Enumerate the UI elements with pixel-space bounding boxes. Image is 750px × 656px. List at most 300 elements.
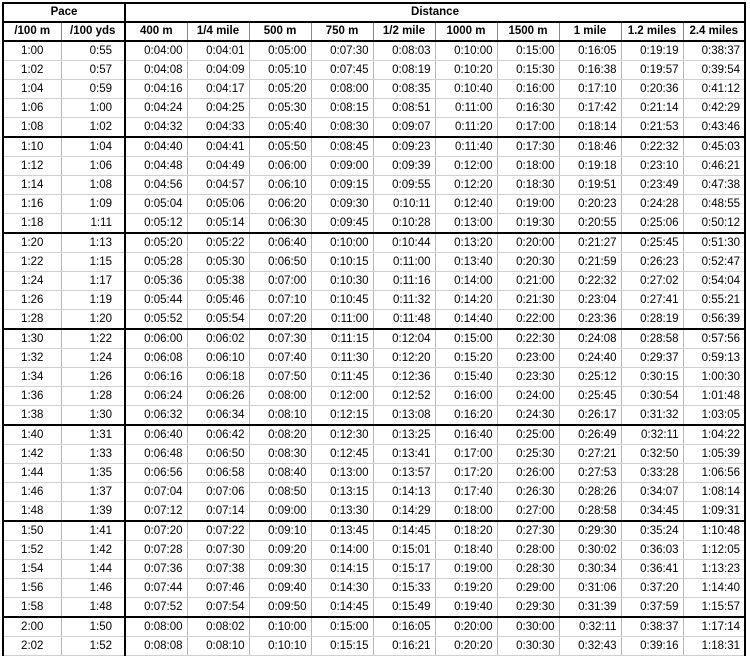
time-cell: 0:09:15	[311, 176, 373, 195]
time-cell: 0:07:20	[125, 521, 187, 541]
time-cell: 0:07:14	[187, 502, 249, 522]
time-cell: 0:25:00	[497, 425, 559, 445]
time-cell: 0:05:10	[249, 61, 311, 80]
time-cell: 1:04:22	[683, 425, 745, 445]
time-cell: 0:10:28	[373, 214, 435, 234]
time-cell: 0:07:10	[249, 291, 311, 310]
table-row	[3, 195, 745, 214]
time-cell: 0:14:13	[373, 483, 435, 502]
time-cell: 0:27:00	[497, 502, 559, 522]
table-row	[3, 464, 745, 483]
table-row	[3, 579, 745, 598]
time-cell: 0:06:26	[187, 387, 249, 406]
time-cell: 0:09:30	[249, 560, 311, 579]
time-cell: 0:10:00	[435, 41, 497, 61]
time-cell: 0:06:00	[125, 329, 187, 349]
time-cell: 0:07:30	[311, 41, 373, 61]
time-cell: 0:17:00	[497, 118, 559, 138]
pace-per-100m-cell: 1:56	[3, 579, 61, 598]
time-cell: 0:07:00	[249, 272, 311, 291]
time-cell: 0:04:33	[187, 118, 249, 138]
time-cell: 1:08:14	[683, 483, 745, 502]
time-cell: 0:19:51	[559, 176, 621, 195]
time-cell: 0:21:27	[559, 233, 621, 253]
time-cell: 0:15:00	[497, 41, 559, 61]
pace-per-100m-cell: 1:52	[3, 541, 61, 560]
time-cell: 0:22:30	[497, 329, 559, 349]
time-cell: 0:18:46	[559, 137, 621, 157]
time-cell: 0:07:52	[125, 598, 187, 618]
time-cell: 0:29:00	[497, 579, 559, 598]
time-cell: 0:11:48	[373, 310, 435, 330]
table-row	[3, 637, 745, 656]
time-cell: 0:09:00	[249, 502, 311, 522]
time-cell: 0:28:00	[497, 541, 559, 560]
time-cell: 0:26:49	[559, 425, 621, 445]
pace-per-100yds-cell: 1:26	[61, 368, 125, 387]
time-cell: 0:06:34	[187, 406, 249, 426]
time-cell: 0:37:20	[621, 579, 683, 598]
time-cell: 0:27:53	[559, 464, 621, 483]
table-row	[3, 425, 745, 445]
time-cell: 0:15:33	[373, 579, 435, 598]
table-row	[3, 349, 745, 368]
pace-per-100yds-cell: 1:35	[61, 464, 125, 483]
col-header-400m: 400 m	[125, 22, 187, 41]
time-cell: 0:11:16	[373, 272, 435, 291]
group-header-row	[3, 3, 745, 22]
time-cell: 0:18:00	[497, 157, 559, 176]
time-cell: 0:16:00	[497, 80, 559, 99]
pace-distance-table	[2, 2, 746, 656]
time-cell: 0:43:46	[683, 118, 745, 138]
time-cell: 0:06:24	[125, 387, 187, 406]
pace-per-100m-cell: 1:26	[3, 291, 61, 310]
time-cell: 0:08:19	[373, 61, 435, 80]
pace-per-100m-cell: 1:50	[3, 521, 61, 541]
time-cell: 0:10:44	[373, 233, 435, 253]
table-row	[3, 41, 745, 61]
pace-per-100yds-cell: 1:37	[61, 483, 125, 502]
time-cell: 0:04:41	[187, 137, 249, 157]
time-cell: 0:41:12	[683, 80, 745, 99]
time-cell: 0:39:16	[621, 637, 683, 656]
time-cell: 0:23:04	[559, 291, 621, 310]
time-cell: 0:23:10	[621, 157, 683, 176]
time-cell: 0:24:40	[559, 349, 621, 368]
table-row	[3, 137, 745, 157]
time-cell: 0:14:00	[435, 272, 497, 291]
time-cell: 0:22:32	[559, 272, 621, 291]
time-cell: 0:05:46	[187, 291, 249, 310]
pace-per-100m-cell: 1:24	[3, 272, 61, 291]
time-cell: 0:05:44	[125, 291, 187, 310]
time-cell: 0:08:35	[373, 80, 435, 99]
time-cell: 0:38:37	[683, 41, 745, 61]
time-cell: 0:36:03	[621, 541, 683, 560]
time-cell: 0:08:51	[373, 99, 435, 118]
col-header-quarter-mile: 1/4 mile	[187, 22, 249, 41]
time-cell: 0:27:21	[559, 445, 621, 464]
time-cell: 0:05:40	[249, 118, 311, 138]
time-cell: 1:18:31	[683, 637, 745, 656]
table-row	[3, 118, 745, 138]
time-cell: 0:06:18	[187, 368, 249, 387]
col-header-pace-100m: /100 m	[3, 22, 61, 41]
time-cell: 1:15:57	[683, 598, 745, 618]
time-cell: 0:06:00	[249, 157, 311, 176]
time-cell: 0:18:30	[497, 176, 559, 195]
pace-per-100m-cell: 1:14	[3, 176, 61, 195]
time-cell: 0:13:20	[435, 233, 497, 253]
time-cell: 0:06:32	[125, 406, 187, 426]
table-row	[3, 291, 745, 310]
time-cell: 0:28:30	[497, 560, 559, 579]
pace-per-100yds-cell: 1:31	[61, 425, 125, 445]
time-cell: 0:14:45	[311, 598, 373, 618]
time-cell: 0:06:40	[249, 233, 311, 253]
time-cell: 0:23:49	[621, 176, 683, 195]
time-cell: 0:13:00	[435, 214, 497, 234]
time-cell: 0:12:04	[373, 329, 435, 349]
pace-per-100yds-cell: 1:42	[61, 541, 125, 560]
table-body	[3, 41, 745, 656]
time-cell: 0:30:34	[559, 560, 621, 579]
pace-per-100m-cell: 1:20	[3, 233, 61, 253]
time-cell: 1:00:30	[683, 368, 745, 387]
pace-per-100m-cell: 2:02	[3, 637, 61, 656]
time-cell: 0:19:00	[497, 195, 559, 214]
time-cell: 0:04:17	[187, 80, 249, 99]
time-cell: 0:10:20	[435, 61, 497, 80]
time-cell: 0:33:28	[621, 464, 683, 483]
time-cell: 0:13:41	[373, 445, 435, 464]
time-cell: 0:16:00	[435, 387, 497, 406]
time-cell: 0:11:00	[435, 99, 497, 118]
time-cell: 0:16:05	[559, 41, 621, 61]
time-cell: 0:06:50	[249, 253, 311, 272]
time-cell: 0:18:00	[435, 502, 497, 522]
col-header-750m: 750 m	[311, 22, 373, 41]
pace-per-100yds-cell: 1:17	[61, 272, 125, 291]
time-cell: 0:05:50	[249, 137, 311, 157]
pace-per-100yds-cell: 1:19	[61, 291, 125, 310]
time-cell: 0:19:19	[621, 41, 683, 61]
time-cell: 0:57:56	[683, 329, 745, 349]
pace-per-100yds-cell: 1:02	[61, 118, 125, 138]
time-cell: 0:07:40	[249, 349, 311, 368]
time-cell: 1:03:05	[683, 406, 745, 426]
table-row	[3, 176, 745, 195]
time-cell: 0:08:10	[187, 637, 249, 656]
time-cell: 0:07:30	[249, 329, 311, 349]
time-cell: 0:06:42	[187, 425, 249, 445]
time-cell: 0:15:49	[373, 598, 435, 618]
pace-per-100yds-cell: 1:39	[61, 502, 125, 522]
time-cell: 0:07:30	[187, 541, 249, 560]
time-cell: 0:16:20	[435, 406, 497, 426]
pace-per-100yds-cell: 1:41	[61, 521, 125, 541]
time-cell: 0:21:14	[621, 99, 683, 118]
time-cell: 0:29:37	[621, 349, 683, 368]
time-cell: 0:11:30	[311, 349, 373, 368]
time-cell: 0:08:03	[373, 41, 435, 61]
time-cell: 0:11:00	[373, 253, 435, 272]
time-cell: 0:18:20	[435, 521, 497, 541]
time-cell: 0:11:40	[435, 137, 497, 157]
time-cell: 0:19:57	[621, 61, 683, 80]
time-cell: 0:09:00	[311, 157, 373, 176]
time-cell: 0:30:54	[621, 387, 683, 406]
time-cell: 0:14:15	[311, 560, 373, 579]
pace-per-100yds-cell: 1:22	[61, 329, 125, 349]
table-row	[3, 483, 745, 502]
time-cell: 0:29:30	[497, 598, 559, 618]
time-cell: 0:15:01	[373, 541, 435, 560]
time-cell: 0:55:21	[683, 291, 745, 310]
time-cell: 0:20:36	[621, 80, 683, 99]
time-cell: 0:04:16	[125, 80, 187, 99]
time-cell: 0:07:22	[187, 521, 249, 541]
time-cell: 0:11:20	[435, 118, 497, 138]
pace-per-100m-cell: 1:32	[3, 349, 61, 368]
table-row	[3, 502, 745, 522]
time-cell: 0:17:30	[497, 137, 559, 157]
pace-per-100m-cell: 1:44	[3, 464, 61, 483]
column-header-row	[3, 22, 745, 41]
time-cell: 0:17:20	[435, 464, 497, 483]
time-cell: 0:08:40	[249, 464, 311, 483]
time-cell: 0:26:23	[621, 253, 683, 272]
time-cell: 0:46:21	[683, 157, 745, 176]
col-header-1-2-miles: 1.2 miles	[621, 22, 683, 41]
time-cell: 0:25:45	[559, 387, 621, 406]
pace-per-100yds-cell: 1:52	[61, 637, 125, 656]
time-cell: 0:29:30	[559, 521, 621, 541]
time-cell: 0:04:49	[187, 157, 249, 176]
time-cell: 1:10:48	[683, 521, 745, 541]
pace-per-100yds-cell: 1:20	[61, 310, 125, 330]
time-cell: 0:06:58	[187, 464, 249, 483]
time-cell: 0:14:30	[311, 579, 373, 598]
time-cell: 0:26:30	[497, 483, 559, 502]
time-cell: 0:17:42	[559, 99, 621, 118]
time-cell: 0:21:00	[497, 272, 559, 291]
time-cell: 0:14:45	[373, 521, 435, 541]
time-cell: 0:13:00	[311, 464, 373, 483]
pace-per-100m-cell: 1:48	[3, 502, 61, 522]
time-cell: 0:08:00	[311, 80, 373, 99]
time-cell: 0:13:15	[311, 483, 373, 502]
table-row	[3, 521, 745, 541]
time-cell: 0:05:00	[249, 41, 311, 61]
time-cell: 0:11:15	[311, 329, 373, 349]
time-cell: 0:25:45	[621, 233, 683, 253]
pace-per-100m-cell: 1:12	[3, 157, 61, 176]
pace-per-100m-cell: 1:28	[3, 310, 61, 330]
time-cell: 0:15:40	[435, 368, 497, 387]
time-cell: 0:08:02	[187, 617, 249, 637]
pace-per-100yds-cell: 1:48	[61, 598, 125, 618]
time-cell: 0:08:08	[125, 637, 187, 656]
pace-per-100yds-cell: 1:06	[61, 157, 125, 176]
time-cell: 0:06:10	[187, 349, 249, 368]
col-header-2-4-miles: 2.4 miles	[683, 22, 745, 41]
time-cell: 0:18:40	[435, 541, 497, 560]
time-cell: 0:04:57	[187, 176, 249, 195]
time-cell: 1:05:39	[683, 445, 745, 464]
table-row	[3, 541, 745, 560]
time-cell: 0:15:00	[435, 329, 497, 349]
time-cell: 0:16:05	[373, 617, 435, 637]
time-cell: 0:12:00	[311, 387, 373, 406]
time-cell: 0:24:28	[621, 195, 683, 214]
time-cell: 0:08:30	[249, 445, 311, 464]
time-cell: 0:07:50	[249, 368, 311, 387]
time-cell: 0:07:44	[125, 579, 187, 598]
pace-per-100m-cell: 2:00	[3, 617, 61, 637]
time-cell: 0:31:06	[559, 579, 621, 598]
table-row	[3, 80, 745, 99]
pace-per-100yds-cell: 1:24	[61, 349, 125, 368]
time-cell: 0:10:11	[373, 195, 435, 214]
pace-per-100yds-cell: 0:57	[61, 61, 125, 80]
time-cell: 0:10:45	[311, 291, 373, 310]
pace-per-100m-cell: 1:58	[3, 598, 61, 618]
time-cell: 0:16:38	[559, 61, 621, 80]
time-cell: 0:07:38	[187, 560, 249, 579]
time-cell: 0:23:36	[559, 310, 621, 330]
time-cell: 0:12:36	[373, 368, 435, 387]
time-cell: 0:10:30	[311, 272, 373, 291]
time-cell: 0:07:45	[311, 61, 373, 80]
time-cell: 0:27:41	[621, 291, 683, 310]
pace-per-100m-cell: 1:16	[3, 195, 61, 214]
time-cell: 0:04:09	[187, 61, 249, 80]
time-cell: 0:09:39	[373, 157, 435, 176]
table-row	[3, 329, 745, 349]
time-cell: 0:04:00	[125, 41, 187, 61]
pace-per-100m-cell: 1:54	[3, 560, 61, 579]
time-cell: 0:15:15	[311, 637, 373, 656]
time-cell: 1:17:14	[683, 617, 745, 637]
table-row	[3, 445, 745, 464]
pace-per-100yds-cell: 1:28	[61, 387, 125, 406]
time-cell: 0:11:00	[311, 310, 373, 330]
time-cell: 0:20:00	[435, 617, 497, 637]
time-cell: 0:04:08	[125, 61, 187, 80]
pace-per-100yds-cell: 1:08	[61, 176, 125, 195]
table-row	[3, 233, 745, 253]
table-row	[3, 387, 745, 406]
time-cell: 0:09:40	[249, 579, 311, 598]
time-cell: 0:06:30	[249, 214, 311, 234]
time-cell: 0:07:54	[187, 598, 249, 618]
time-cell: 0:12:30	[311, 425, 373, 445]
time-cell: 0:19:20	[435, 579, 497, 598]
time-cell: 0:09:30	[311, 195, 373, 214]
time-cell: 0:06:02	[187, 329, 249, 349]
pace-per-100yds-cell: 1:46	[61, 579, 125, 598]
time-cell: 0:06:20	[249, 195, 311, 214]
time-cell: 0:12:52	[373, 387, 435, 406]
time-cell: 0:06:08	[125, 349, 187, 368]
time-cell: 1:14:40	[683, 579, 745, 598]
time-cell: 0:27:30	[497, 521, 559, 541]
time-cell: 0:17:00	[435, 445, 497, 464]
time-cell: 0:07:12	[125, 502, 187, 522]
time-cell: 0:38:37	[621, 617, 683, 637]
pace-per-100yds-cell: 1:13	[61, 233, 125, 253]
time-cell: 0:54:04	[683, 272, 745, 291]
pace-per-100m-cell: 1:30	[3, 329, 61, 349]
time-cell: 0:09:50	[249, 598, 311, 618]
time-cell: 0:19:00	[435, 560, 497, 579]
time-cell: 0:10:00	[311, 233, 373, 253]
time-cell: 0:06:16	[125, 368, 187, 387]
time-cell: 0:39:54	[683, 61, 745, 80]
table-row	[3, 272, 745, 291]
time-cell: 0:19:18	[559, 157, 621, 176]
time-cell: 0:30:02	[559, 541, 621, 560]
time-cell: 0:16:30	[497, 99, 559, 118]
table-row	[3, 560, 745, 579]
time-cell: 0:04:48	[125, 157, 187, 176]
time-cell: 0:05:22	[187, 233, 249, 253]
time-cell: 0:16:40	[435, 425, 497, 445]
time-cell: 0:20:23	[559, 195, 621, 214]
time-cell: 0:28:19	[621, 310, 683, 330]
time-cell: 0:06:48	[125, 445, 187, 464]
time-cell: 0:07:06	[187, 483, 249, 502]
time-cell: 0:25:12	[559, 368, 621, 387]
time-cell: 0:26:00	[497, 464, 559, 483]
table-row	[3, 368, 745, 387]
time-cell: 0:12:00	[435, 157, 497, 176]
time-cell: 0:14:00	[311, 541, 373, 560]
time-cell: 0:24:08	[559, 329, 621, 349]
time-cell: 0:36:41	[621, 560, 683, 579]
pace-per-100yds-cell: 1:09	[61, 195, 125, 214]
time-cell: 0:15:17	[373, 560, 435, 579]
table-row	[3, 157, 745, 176]
time-cell: 0:28:58	[621, 329, 683, 349]
time-cell: 0:09:07	[373, 118, 435, 138]
time-cell: 0:14:20	[435, 291, 497, 310]
time-cell: 0:50:12	[683, 214, 745, 234]
pace-per-100yds-cell: 1:44	[61, 560, 125, 579]
time-cell: 0:04:40	[125, 137, 187, 157]
time-cell: 0:04:24	[125, 99, 187, 118]
time-cell: 0:24:30	[497, 406, 559, 426]
time-cell: 0:30:00	[497, 617, 559, 637]
time-cell: 0:09:10	[249, 521, 311, 541]
time-cell: 0:05:36	[125, 272, 187, 291]
col-header-1000m: 1000 m	[435, 22, 497, 41]
time-cell: 0:08:20	[249, 425, 311, 445]
time-cell: 0:59:13	[683, 349, 745, 368]
time-cell: 0:25:30	[497, 445, 559, 464]
time-cell: 0:14:40	[435, 310, 497, 330]
time-cell: 0:07:04	[125, 483, 187, 502]
time-cell: 0:13:40	[435, 253, 497, 272]
col-header-500m: 500 m	[249, 22, 311, 41]
time-cell: 1:12:05	[683, 541, 745, 560]
time-cell: 0:05:52	[125, 310, 187, 330]
table-row	[3, 61, 745, 80]
time-cell: 0:09:20	[249, 541, 311, 560]
time-cell: 0:12:15	[311, 406, 373, 426]
